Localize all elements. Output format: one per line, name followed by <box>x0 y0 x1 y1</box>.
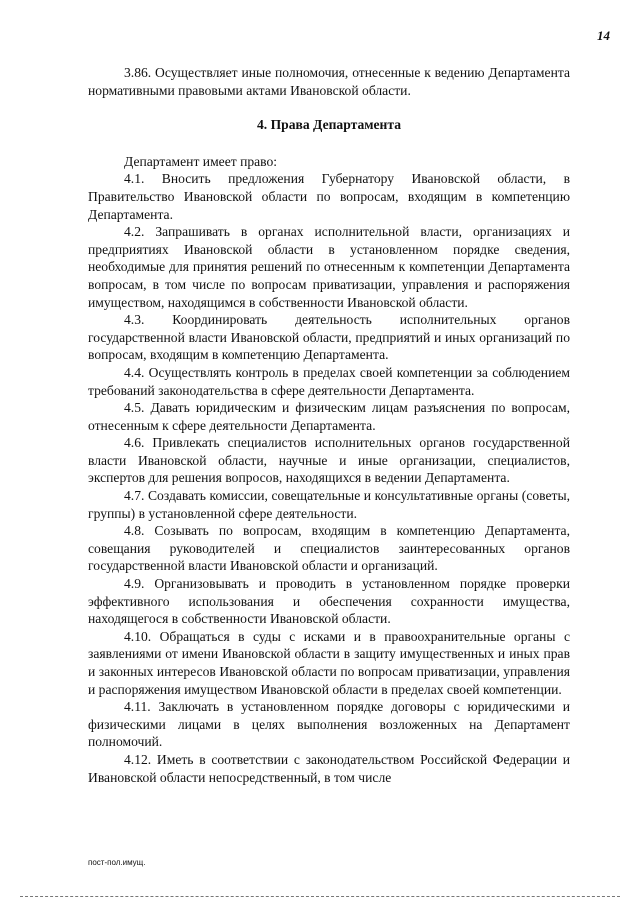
section-title: 4. Права Департамента <box>256 117 402 133</box>
item-4-6: 4.6. Привлекать специалистов исполнительных органов государственной власти Ивановской области, научные и иные организации, специалистов, экспертов для решения вопросов, находящихся в ведении Департамента. <box>88 435 570 486</box>
page-number: 14 <box>597 28 610 43</box>
item-4-2: 4.2. Запрашивать в органах исполнительной власти, организациях и предприятиях Ивановской области в установленном порядке сведения, необходимые для принятия решений по отнесенным к компетенции Департамента вопросам, в том числе по вопросам приватизации, управления и распоряжения имуществом, находящимся в собственности Ивановской области. <box>88 224 570 310</box>
item-4-11: 4.11. Заключать в установленном порядке договоры с юридическими и физическими лицами в целях выполнения возложенных на Департамент полномочий. <box>88 699 570 750</box>
document-body <box>88 64 570 786</box>
item-4-9: 4.9. Организовывать и проводить в установленном порядке проверки эффективного использования и обеспечения сохранности имущества, находящегося в собственности Ивановской области. <box>88 576 570 627</box>
intro-paragraph: 3.86. Осуществляет иные полномочия, отнесенные к ведению Департамента нормативными правовыми актами Ивановской области. <box>88 65 570 98</box>
footer-file-label: пост-пол.имущ. <box>88 858 146 867</box>
item-4-7: 4.7. Создавать комиссии, совещательные и консультативные органы (советы, группы) в установленной сфере деятельности. <box>88 488 570 521</box>
item-4-4: 4.4. Осуществлять контроль в пределах своей компетенции за соблюдением требований законодательства в сфере деятельности Департамента. <box>88 364 570 398</box>
item-4-8: 4.8. Созывать по вопросам, входящим в компетенцию Департамента, совещания руководителей и специалистов заинтересованных органов государственной власти Ивановской области и организаций. <box>88 523 570 574</box>
item-4-3: 4.3. Координировать деятельность исполнительных органов государственной власти Ивановской области, предприятий и иных организаций по вопросам, входящим в компетенцию Департамента. <box>88 312 570 363</box>
scan-edge-divider <box>20 896 620 897</box>
item-4-12: 4.12. Иметь в соответствии с законодательством Российской Федерации и Ивановской области непосредственный, в том числе <box>88 751 570 785</box>
item-4-1: 4.1. Вносить предложения Губернатору Ивановской области, в Правительство Ивановской области по вопросам, входящим в компетенцию Департамента. <box>88 171 570 222</box>
item-4-5: 4.5. Давать юридическим и физическим лицам разъяснения по вопросам, отнесенным к сфере деятельности Департамента. <box>88 400 570 433</box>
item-4-10: 4.10. Обращаться в суды с исками и в правоохранительные органы с заявлениями от имени Ивановской области в защиту имущественных и иных прав и законных интересов Ивановской области по вопросам приватизации, управления и распоряжения имуществом Ивановской области в пределах своей компетенции. <box>88 628 570 697</box>
lead-in-text: Департамент имеет право: <box>124 153 278 169</box>
